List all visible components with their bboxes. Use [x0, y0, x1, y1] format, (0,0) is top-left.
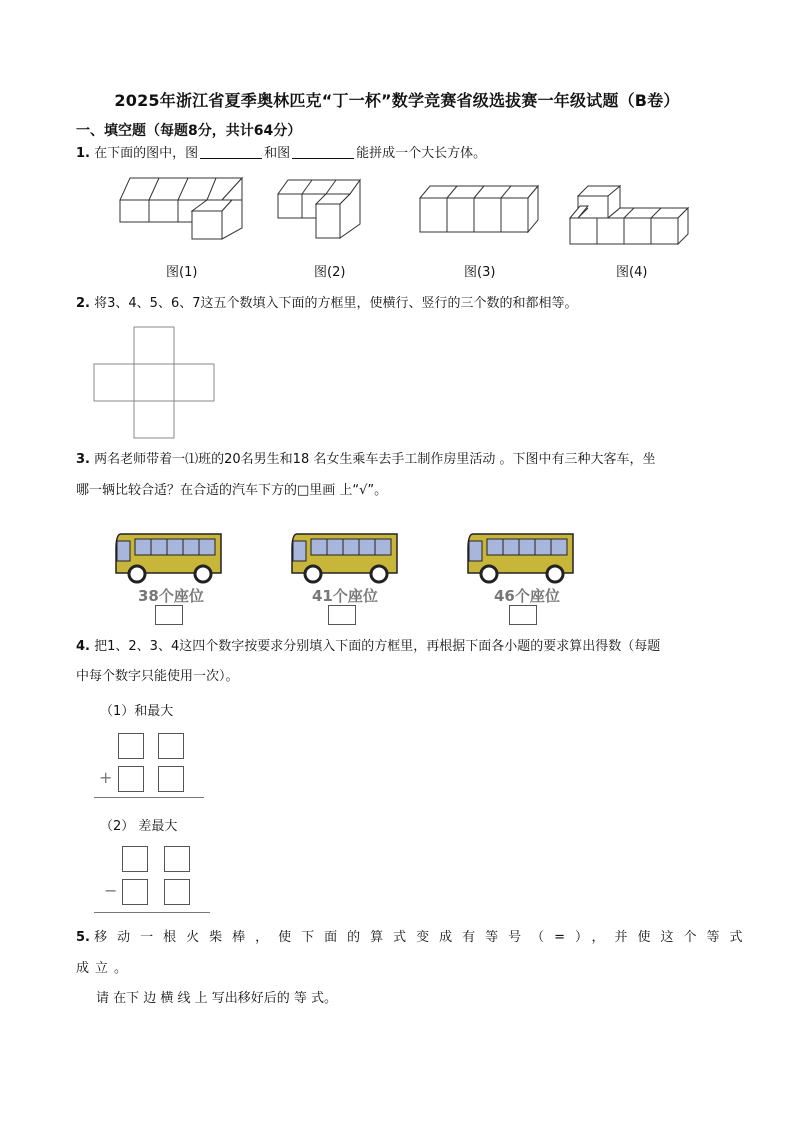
- question-text: 能拼成一个大长方体。: [356, 146, 487, 161]
- question-text: 把1、2、3、4这四个数字按要求分别填入下面的方框里，再根据下面各小题的要求算出得数（每题: [94, 639, 661, 654]
- sub-question-2: （2） 差最大: [100, 819, 178, 834]
- answer-checkbox[interactable]: [155, 605, 183, 625]
- question-3-line-2: 哪一辆比较合适？在合适的汽车下方的□里画 上“√”。: [76, 483, 388, 498]
- question-text: 在下面的图中，图: [94, 146, 199, 161]
- question-number: 5.: [76, 930, 90, 945]
- digit-box[interactable]: [158, 733, 184, 759]
- digit-box[interactable]: [122, 846, 148, 872]
- question-4-line-1: [76, 637, 660, 657]
- question-5-line-1: [76, 928, 753, 948]
- section-heading: 一、填空题（每题8分，共计64分）: [76, 123, 302, 139]
- question-text: 和图: [264, 146, 291, 161]
- answer-checkbox[interactable]: [328, 605, 356, 625]
- question-4-line-2: 中每个数字只能使用一次）。: [76, 669, 239, 684]
- bus-icon: [113, 531, 225, 583]
- figure-4-blocks: [566, 186, 692, 248]
- digit-box[interactable]: [158, 766, 184, 792]
- bus-seat-label: 41个座位: [312, 587, 378, 605]
- question-text: 移动一根火柴棒，使下面的算式变成有等号（=），并使这个等式: [94, 930, 753, 945]
- question-number: 3.: [76, 452, 90, 467]
- bus-icon: [465, 531, 577, 583]
- digit-box[interactable]: [164, 879, 190, 905]
- cross-grid[interactable]: [93, 327, 215, 439]
- difference-line: [94, 912, 210, 913]
- digit-box[interactable]: [118, 766, 144, 792]
- question-2: [76, 294, 577, 314]
- answer-blank[interactable]: [200, 144, 262, 159]
- figure-2-blocks: [272, 180, 367, 242]
- figure-4-label: 图(4): [616, 265, 648, 280]
- sum-line: [94, 797, 204, 798]
- figure-1-blocks: [112, 178, 252, 244]
- answer-blank[interactable]: [292, 144, 354, 159]
- question-3-line-1: [76, 450, 655, 470]
- figure-1-label: 图(1): [166, 265, 198, 280]
- digit-box[interactable]: [122, 879, 148, 905]
- bus-icon: [289, 531, 401, 583]
- question-5-line-3: 请 在下 边 横 线 上 写出移好后的 等 式。: [96, 991, 338, 1006]
- question-5-line-2: 成立。: [76, 961, 134, 976]
- question-number: 2.: [76, 296, 90, 311]
- answer-checkbox[interactable]: [509, 605, 537, 625]
- question-text: 两名老师带着一⑴班的20名男生和18 名女生乘车去手工制作房里活动 。下图中有三种大客车，坐: [94, 452, 656, 467]
- figure-3-blocks: [416, 186, 541, 236]
- bus-seat-label: 46个座位: [494, 587, 560, 605]
- bus-seat-label: 38个座位: [138, 587, 204, 605]
- figure-3-label: 图(3): [464, 265, 496, 280]
- sub-question-1: （1）和最大: [100, 704, 174, 719]
- page-title: 2025年浙江省夏季奥林匹克“丁一杯”数学竞赛省级选拔赛一年级试题（B卷）: [114, 91, 680, 110]
- minus-sign: −: [104, 881, 118, 900]
- plus-sign: +: [99, 768, 113, 787]
- figure-2-label: 图(2): [314, 265, 346, 280]
- question-text: 将3、4、5、6、7这五个数填入下面的方框里，使横行、竖行的三个数的和都相等。: [94, 296, 578, 311]
- digit-box[interactable]: [164, 846, 190, 872]
- question-1: [76, 144, 486, 164]
- question-number: 1.: [76, 146, 90, 161]
- digit-box[interactable]: [118, 733, 144, 759]
- question-number: 4.: [76, 639, 90, 654]
